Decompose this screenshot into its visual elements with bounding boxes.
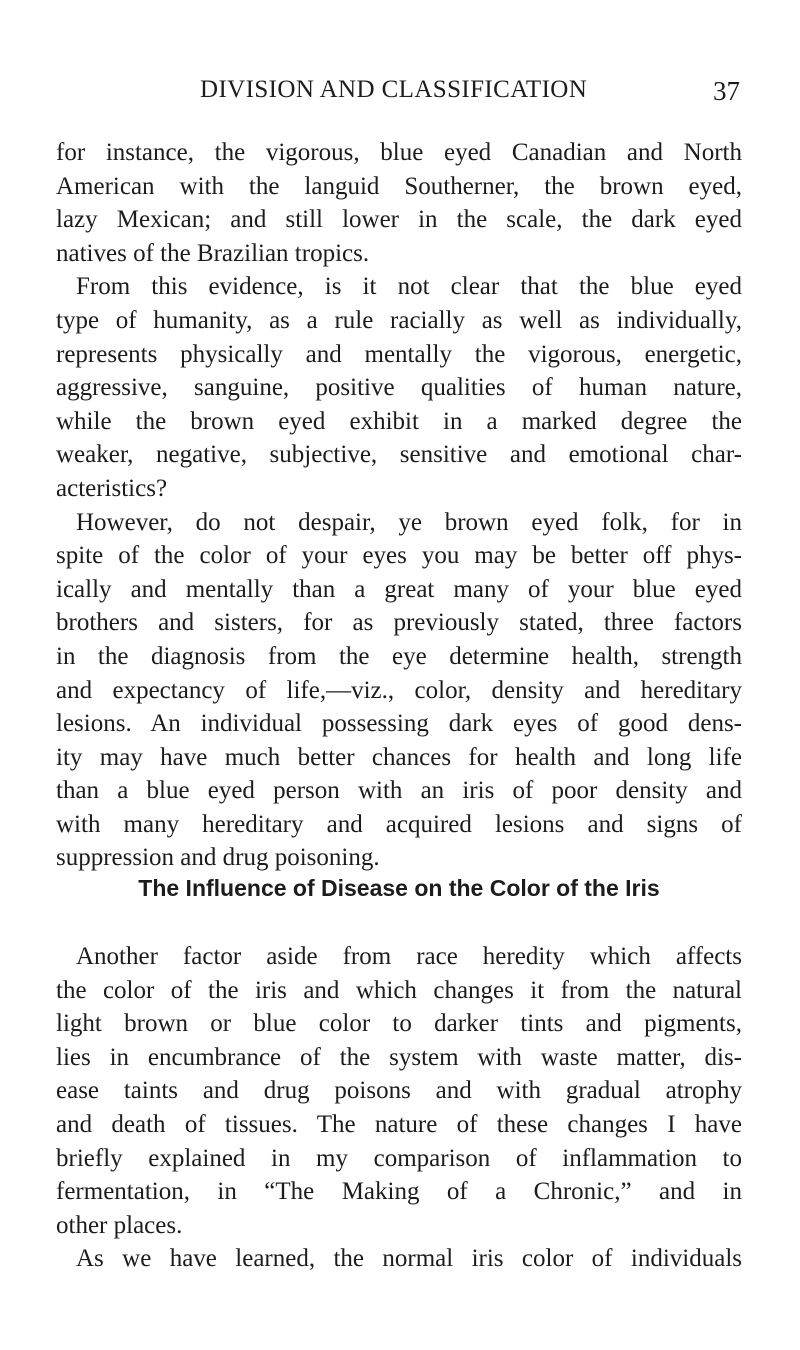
text-line: natives of the Brazilian tropics. xyxy=(56,239,370,267)
body-text-top xyxy=(56,136,742,875)
text-line: weaker, negative, subjective, sensitive and emotional char- xyxy=(56,441,742,469)
text-line: aggressive, sanguine, positive qualities of human nature, xyxy=(56,374,742,402)
text-line: acteristics? xyxy=(56,474,168,502)
text-line: spite of the color of your eyes you may be better off phys- xyxy=(56,542,742,570)
text-line: while the brown eyed exhibit in a marked degree the xyxy=(56,407,742,435)
text-line: American with the languid Southerner, the brown eyed, xyxy=(56,172,742,200)
text-line: lazy Mexican; and still lower in the scale, the dark eyed xyxy=(56,206,742,234)
text-line: Another factor aside from race heredity which affects xyxy=(76,943,742,970)
text-line: brothers and sisters, for as previously stated, three factors xyxy=(56,609,742,637)
section-heading: The Influence of Disease on the Color of the Iris xyxy=(138,875,660,901)
text-line: other places. xyxy=(56,1211,183,1239)
text-line: ically and mentally than a great many of your blue eyed xyxy=(56,575,742,603)
text-line: briefly explained in my comparison of inflammation to xyxy=(56,1144,742,1172)
running-title: DIVISION AND CLASSIFICATION xyxy=(200,76,588,103)
text-line: than a blue eyed person with an iris of poor density and xyxy=(56,777,742,805)
text-line: and expectancy of life,—viz., color, density and hereditary xyxy=(56,676,742,704)
text-line: light brown or blue color to darker tints and pigments, xyxy=(56,1010,742,1038)
text-line: in the diagnosis from the eye determine health, strength xyxy=(56,642,742,670)
text-line: suppression and drug poisoning. xyxy=(56,844,380,872)
text-line: fermentation, in “The Making of a Chronic,” and in xyxy=(56,1178,742,1206)
text-line: ity may have much better chances for health and long life xyxy=(56,743,742,771)
body-text-bottom xyxy=(56,940,742,1276)
text-line: and death of tissues. The nature of these changes I have xyxy=(56,1110,742,1138)
text-line: However, do not despair, ye brown eyed folk, for in xyxy=(76,508,742,536)
text-line: with many hereditary and acquired lesions and signs of xyxy=(56,810,742,838)
page-number: 37 xyxy=(713,76,740,106)
text-line: for instance, the vigorous, blue eyed Canadian and North xyxy=(56,139,742,166)
running-head xyxy=(200,76,740,116)
text-line: ease taints and drug poisons and with gradual atrophy xyxy=(56,1077,742,1105)
text-line: From this evidence, is it not clear that the blue eyed xyxy=(76,273,742,301)
text-line: represents physically and mentally the vigorous, energetic, xyxy=(56,340,742,368)
text-line: lies in encumbrance of the system with waste matter, dis- xyxy=(56,1043,742,1071)
text-line: As we have learned, the normal iris color of individuals xyxy=(76,1245,742,1273)
text-line: type of humanity, as a rule racially as well as individually, xyxy=(56,306,742,334)
text-line: the color of the iris and which changes it from the natural xyxy=(56,976,742,1004)
text-line: lesions. An individual possessing dark eyes of good dens- xyxy=(56,710,742,738)
